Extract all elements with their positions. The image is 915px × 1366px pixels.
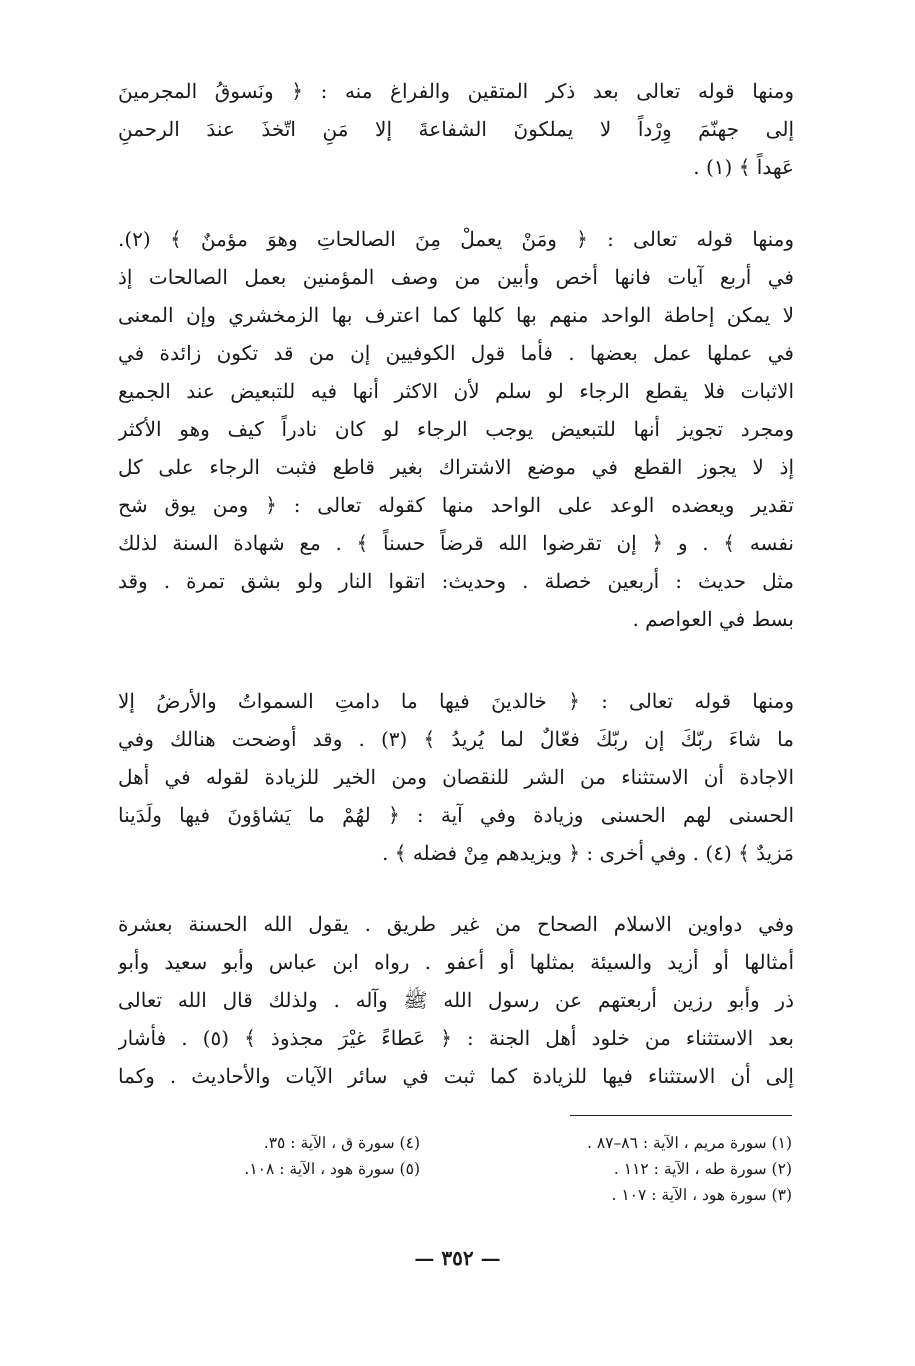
text-line: في عملها عمل بعضها . فأما قول الكوفيين إن من قد تكون زائدة في (118, 341, 794, 365)
text-line: أمثالها أو أزيد والسيئة بمثلها أو أعفو . رواه ابن عباس وأبو سعيد وأبو (118, 950, 794, 974)
text-line: ومنها قوله تعالى بعد ذكر المتقين والفراغ منه : ﴿ ونَسوقُ المجرمينَ (118, 79, 794, 103)
footnotes-right-column (492, 1130, 792, 1208)
text-line: عَهداً ﴾ (١) . (693, 155, 794, 179)
text-line: الحسنى لهم الحسنى وزيادة وفي آية : ﴿ لهُمْ ما يَشاؤونَ فيها ولَدَينا (118, 803, 794, 827)
text-line: ومنها قوله تعالى : ﴿ ومَنْ يعملْ مِنَ الصالحاتِ وهوَ مؤمنٌ ﴾ (٢). (118, 227, 794, 251)
paragraph-4 (118, 905, 794, 1095)
paragraph-3 (118, 682, 794, 872)
text-line: بسط في العواصم . (632, 607, 794, 631)
text-line: ومنها قوله تعالى : ﴿ خالدينَ فيها ما دامتِ السمواتُ والأرضُ إلا (118, 689, 794, 713)
footnotes-left-column (150, 1130, 420, 1182)
text-line: ومجرد تجويز أنها للتبعيض يوجب الرجاء لو كان نادراً كيف وهو الأكثر (118, 417, 794, 441)
text-line: الاجادة أن الاستثناء من الشر للنقصان ومن الخير للزيادة لقوله في أهل (118, 765, 794, 789)
footnote-item: (٢) سورة طه ، الآية : ١١٢ . (613, 1160, 792, 1178)
text-line: إلى أن الاستثناء فيها للزيادة كما ثبت في سائر الآيات والأحاديث . وكما (118, 1064, 794, 1088)
page-number: — ٣٥٢ — (414, 1246, 501, 1270)
text-line: إذ لا يجوز القطع في موضع الاشتراك بغير قاطع فثبت الرجاء على كل (118, 455, 794, 479)
text-line: إلى جهنّمَ وِرْداً لا يملكونَ الشفاعةَ إلا مَنِ اتّخذَ عندَ الرحمنِ (118, 117, 794, 141)
text-line: في أربع آيات فانها أخص وأبين من وصف المؤمنين بعمل الصالحات إذ (118, 265, 794, 289)
text-line: تقدير ويعضده الوعد على الواحد منها كقوله تعالى : ﴿ ومن يوق شح (118, 493, 794, 517)
text-line: مثل حديث : أربعين خصلة . وحديث: اتقوا النار ولو بشق تمرة . وقد (118, 569, 794, 593)
text-line: بعد الاستثناء من خلود أهل الجنة : ﴿ عَطاءً غيْرَ مجذوذ ﴾ (٥) . فأشار (118, 1026, 794, 1050)
text-line: الاثبات فلا يقطع الرجاء لو سلم لأن الاكثر أنها فيه للتبعيض عند الجميع (118, 379, 794, 403)
paragraph-1 (118, 72, 794, 186)
text-line: مَزيدٌ ﴾ (٤) . وفي أخرى : ﴿ ويزيدهم مِنْ فضله ﴾ . (382, 841, 794, 865)
paragraph-2 (118, 220, 794, 638)
text-line: ما شاءَ ربّكَ إن ربّكَ فعّالٌ لما يُريدُ ﴾ (٣) . وقد أوضحت هنالك وفي (118, 727, 794, 751)
footnote-item: (٣) سورة هود ، الآية : ١٠٧ . (611, 1186, 792, 1204)
text-line: ذر وأبو رزين أربعتهم عن رسول الله ﷺ وآله . ولذلك قال الله تعالى (118, 988, 794, 1012)
footnote-item: (٥) سورة هود ، الآية : ١٠٨. (244, 1160, 420, 1178)
footnote-item: (٤) سورة ق ، الآية : ٣٥. (263, 1134, 420, 1152)
footnote-item: (١) سورة مريم ، الآية : ٨٦–٨٧ . (586, 1134, 792, 1152)
footnote-divider (570, 1115, 792, 1116)
text-line: وفي دواوين الاسلام الصحاح من غير طريق . يقول الله الحسنة بعشرة (118, 912, 794, 936)
text-line: لا يمكن إحاطة الواحد منهم بها كلها كما اعترف بها الزمخشري وإن المعنى (118, 303, 794, 327)
text-line: نفسه ﴾ . و ﴿ إن تقرضوا الله قرضاً حسناً ﴾ . مع شهادة السنة لذلك (118, 531, 794, 555)
